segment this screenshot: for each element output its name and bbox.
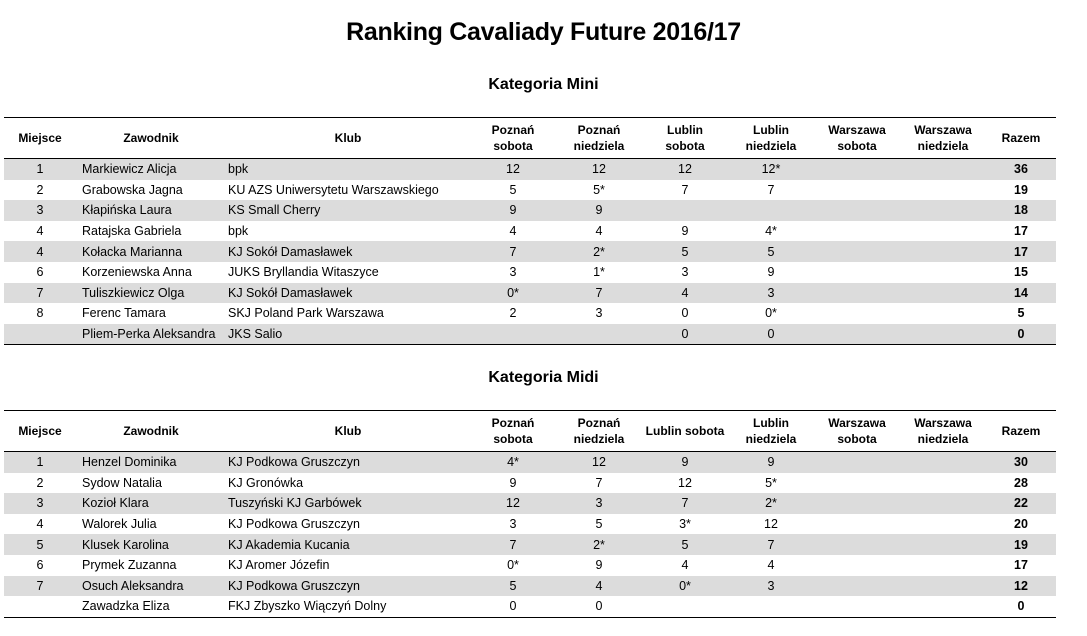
score-cell-poznan-niedziela: 4 xyxy=(556,576,642,597)
score-cell-warszawa-niedziela xyxy=(900,534,986,555)
header-line: Warszawa xyxy=(914,416,972,430)
score-cell-lublin-sobota: 7 xyxy=(642,493,728,514)
club-cell: KJ Akademia Kucania xyxy=(226,534,470,555)
club-cell: KS Small Cherry xyxy=(226,200,470,221)
col-header-poznan-niedziela xyxy=(556,411,642,452)
header-line: sobota xyxy=(837,432,877,446)
score-cell-poznan-sobota: 3 xyxy=(509,265,517,280)
score-cell-warszawa-sobota xyxy=(814,241,900,262)
score-cell-poznan-niedziela: 9 xyxy=(595,558,603,573)
table-row xyxy=(4,555,1056,576)
club-cell: SKJ Poland Park Warszawa xyxy=(228,306,384,321)
club-cell: KJ Sokół Damasławek xyxy=(226,283,470,304)
score-cell-warszawa-sobota xyxy=(814,262,900,283)
rider-name-cell: Korzeniewska Anna xyxy=(82,265,192,280)
col-header-place: Miejsce xyxy=(4,411,76,452)
table-row xyxy=(4,221,1056,242)
table-row xyxy=(4,596,1056,617)
place-cell: 8 xyxy=(36,306,44,321)
header-line: niedziela xyxy=(573,139,625,153)
club-cell: JKS Salio xyxy=(226,324,470,345)
place-cell: 7 xyxy=(4,283,76,304)
place-cell: 1 xyxy=(4,159,76,180)
col-header-warszawa-niedziela xyxy=(900,411,986,452)
header-line: Poznań xyxy=(577,123,621,137)
place-cell: 4 xyxy=(36,517,44,532)
header-line: sobota xyxy=(665,139,705,153)
rider-name-cell: Osuch Aleksandra xyxy=(76,576,226,597)
page-title: Ranking Cavaliady Future 2016/17 xyxy=(346,18,741,46)
rider-name-cell: Ratajska Gabriela xyxy=(82,224,182,239)
score-cell-poznan-sobota: 9 xyxy=(470,200,556,221)
total-cell: 20 xyxy=(1014,517,1028,532)
score-cell-warszawa-niedziela xyxy=(900,241,986,262)
score-cell-warszawa-sobota xyxy=(814,493,900,514)
score-cell-lublin-niedziela: 0* xyxy=(765,306,777,321)
score-cell-warszawa-niedziela xyxy=(900,200,986,221)
score-cell-warszawa-niedziela xyxy=(900,324,986,345)
score-cell-lublin-sobota: 4 xyxy=(642,283,728,304)
total-cell: 12 xyxy=(986,576,1056,597)
score-cell-lublin-niedziela: 9 xyxy=(767,265,775,280)
score-cell-warszawa-niedziela xyxy=(900,493,986,514)
header-line: niedziela xyxy=(573,432,625,446)
col-header-warszawa-sobota xyxy=(814,411,900,452)
club-cell: KJ Aromer Józefin xyxy=(228,558,330,573)
category-title-midi: Kategoria Midi xyxy=(488,369,599,386)
table-row xyxy=(4,534,1056,555)
score-cell-warszawa-niedziela xyxy=(900,596,986,617)
score-cell-poznan-sobota: 0* xyxy=(507,558,519,573)
place-cell: 2 xyxy=(36,182,44,197)
score-cell-lublin-niedziela: 2* xyxy=(728,493,814,514)
score-cell-lublin-niedziela: 12 xyxy=(764,517,778,532)
score-cell-lublin-sobota: 0 xyxy=(681,306,689,321)
score-cell-warszawa-niedziela xyxy=(900,303,986,324)
score-cell-lublin-niedziela: 0 xyxy=(728,324,814,345)
score-cell-lublin-sobota: 3* xyxy=(679,517,691,532)
rider-name-cell: Klusek Karolina xyxy=(76,534,226,555)
header-line: Poznań xyxy=(577,416,621,430)
ranking-table-mini xyxy=(4,117,1056,345)
club-cell: JUKS Bryllandia Witaszyce xyxy=(228,265,379,280)
table-header-row xyxy=(4,118,1056,159)
score-cell-warszawa-niedziela xyxy=(900,283,986,304)
score-cell-lublin-sobota: 5 xyxy=(642,534,728,555)
col-header-club: Klub xyxy=(226,118,470,159)
score-cell-warszawa-niedziela xyxy=(900,473,986,494)
header-line: Lublin xyxy=(753,416,789,430)
ranking-table-midi xyxy=(4,410,1056,618)
score-cell-lublin-sobota: 12 xyxy=(678,475,692,490)
col-header-place: Miejsce xyxy=(4,118,76,159)
score-cell-lublin-niedziela xyxy=(728,596,814,617)
score-cell-warszawa-sobota xyxy=(814,200,900,221)
header-line: niedziela xyxy=(745,139,797,153)
total-cell: 17 xyxy=(1014,558,1028,573)
score-cell-poznan-niedziela: 2* xyxy=(556,534,642,555)
rider-name-cell: Tuliszkiewicz Olga xyxy=(76,283,226,304)
score-cell-poznan-sobota: 4* xyxy=(470,452,556,473)
header-line: sobota xyxy=(837,139,877,153)
score-cell-lublin-sobota: 9 xyxy=(642,452,728,473)
club-cell: bpk xyxy=(226,159,470,180)
score-cell-warszawa-sobota xyxy=(814,303,900,324)
score-cell-warszawa-niedziela xyxy=(900,180,986,201)
total-cell: 5 xyxy=(1017,306,1025,321)
score-cell-poznan-niedziela: 5 xyxy=(595,517,603,532)
rider-name-cell: Kłapińska Laura xyxy=(76,200,226,221)
club-cell: bpk xyxy=(228,224,249,239)
score-cell-poznan-sobota: 12 xyxy=(470,493,556,514)
score-cell-poznan-niedziela: 3 xyxy=(595,306,603,321)
place-cell: 3 xyxy=(4,200,76,221)
score-cell-poznan-niedziela: 1* xyxy=(593,265,605,280)
score-cell-poznan-sobota: 3 xyxy=(509,517,517,532)
rider-name-cell: Kołacka Marianna xyxy=(76,241,226,262)
score-cell-poznan-niedziela: 2* xyxy=(556,241,642,262)
score-cell-warszawa-sobota xyxy=(814,452,900,473)
table-row xyxy=(4,241,1056,262)
score-cell-warszawa-niedziela xyxy=(900,452,986,473)
score-cell-lublin-sobota: 4 xyxy=(681,558,689,573)
score-cell-poznan-sobota: 2 xyxy=(509,306,517,321)
total-cell: 36 xyxy=(986,159,1056,180)
score-cell-lublin-sobota: 9 xyxy=(681,224,689,239)
score-cell-poznan-sobota: 4 xyxy=(509,224,517,239)
score-cell-warszawa-sobota xyxy=(814,555,900,576)
rider-name-cell: Sydow Natalia xyxy=(82,475,162,490)
score-cell-warszawa-niedziela xyxy=(900,262,986,283)
score-cell-warszawa-niedziela xyxy=(900,159,986,180)
col-header-poznan-niedziela xyxy=(556,118,642,159)
score-cell-warszawa-sobota xyxy=(814,221,900,242)
place-cell xyxy=(4,324,76,345)
club-cell: Tuszyński KJ Garbówek xyxy=(226,493,470,514)
rider-name-cell: Prymek Zuzanna xyxy=(82,558,177,573)
total-cell: 0 xyxy=(986,596,1056,617)
score-cell-lublin-sobota: 12 xyxy=(642,159,728,180)
col-header-poznan-sobota xyxy=(470,411,556,452)
table-row xyxy=(4,473,1056,494)
total-cell: 18 xyxy=(986,200,1056,221)
place-cell: 1 xyxy=(4,452,76,473)
total-cell: 17 xyxy=(986,241,1056,262)
score-cell-poznan-sobota: 0 xyxy=(470,596,556,617)
score-cell-poznan-sobota: 0* xyxy=(470,283,556,304)
place-cell: 2 xyxy=(36,475,44,490)
score-cell-lublin-niedziela: 4 xyxy=(767,558,775,573)
score-cell-warszawa-sobota xyxy=(814,324,900,345)
score-cell-warszawa-sobota xyxy=(814,534,900,555)
score-cell-warszawa-niedziela xyxy=(900,576,986,597)
score-cell-warszawa-sobota xyxy=(814,159,900,180)
score-cell-warszawa-niedziela xyxy=(900,555,986,576)
rider-name-cell: Ferenc Tamara xyxy=(82,306,166,321)
total-cell: 14 xyxy=(986,283,1056,304)
score-cell-warszawa-niedziela xyxy=(900,221,986,242)
table-row xyxy=(4,324,1056,345)
col-header-total: Razem xyxy=(986,118,1056,159)
col-header-warszawa-niedziela xyxy=(900,118,986,159)
header-line: Lublin xyxy=(667,123,703,137)
rider-name-cell: Walorek Julia xyxy=(82,517,157,532)
col-header-warszawa-sobota xyxy=(814,118,900,159)
table-row xyxy=(4,576,1056,597)
score-cell-poznan-niedziela: 7 xyxy=(556,283,642,304)
score-cell-warszawa-sobota xyxy=(814,473,900,494)
club-cell: KJ Gronówka xyxy=(228,475,304,490)
rider-name-cell: Markiewicz Alicja xyxy=(76,159,226,180)
club-cell: KJ Podkowa Gruszczyn xyxy=(226,452,470,473)
score-cell-poznan-niedziela: 12 xyxy=(556,159,642,180)
header-line: Lublin sobota xyxy=(645,424,725,438)
score-cell-poznan-niedziela: 7 xyxy=(595,475,603,490)
score-cell-poznan-sobota: 12 xyxy=(470,159,556,180)
place-cell: 4 xyxy=(36,224,44,239)
score-cell-poznan-sobota: 5 xyxy=(470,576,556,597)
score-cell-lublin-niedziela: 12* xyxy=(728,159,814,180)
score-cell-poznan-niedziela: 9 xyxy=(556,200,642,221)
total-cell: 19 xyxy=(986,534,1056,555)
rider-name-cell: Grabowska Jagna xyxy=(82,182,183,197)
header-line: Poznań xyxy=(491,123,535,137)
score-cell-lublin-niedziela: 7 xyxy=(767,182,775,197)
score-cell-lublin-sobota xyxy=(642,596,728,617)
header-line: niedziela xyxy=(745,432,797,446)
score-cell-poznan-niedziela: 3 xyxy=(556,493,642,514)
rider-name-cell: Kozioł Klara xyxy=(76,493,226,514)
score-cell-poznan-sobota: 9 xyxy=(509,475,517,490)
total-cell: 30 xyxy=(986,452,1056,473)
total-cell: 28 xyxy=(1014,475,1028,490)
score-cell-warszawa-sobota xyxy=(814,576,900,597)
table-row xyxy=(4,200,1056,221)
score-cell-poznan-sobota xyxy=(470,324,556,345)
header-line: niedziela xyxy=(917,139,969,153)
score-cell-lublin-niedziela: 5* xyxy=(765,475,777,490)
club-cell: KJ Sokół Damasławek xyxy=(226,241,470,262)
col-header-lublin-niedziela xyxy=(728,411,814,452)
col-header-club: Klub xyxy=(226,411,470,452)
total-cell: 22 xyxy=(986,493,1056,514)
header-line: Poznań xyxy=(491,416,535,430)
place-cell xyxy=(4,596,76,617)
header-line: Lublin xyxy=(753,123,789,137)
score-cell-poznan-niedziela: 5* xyxy=(593,182,605,197)
score-cell-lublin-sobota: 0 xyxy=(642,324,728,345)
club-cell: KJ Podkowa Gruszczyn xyxy=(228,517,360,532)
score-cell-lublin-sobota: 5 xyxy=(642,241,728,262)
score-cell-lublin-sobota: 3 xyxy=(681,265,689,280)
score-cell-lublin-niedziela: 7 xyxy=(728,534,814,555)
total-cell: 0 xyxy=(986,324,1056,345)
score-cell-lublin-niedziela: 3 xyxy=(728,283,814,304)
table-row xyxy=(4,262,1056,283)
header-line: Warszawa xyxy=(828,123,886,137)
score-cell-lublin-niedziela: 9 xyxy=(728,452,814,473)
score-cell-warszawa-sobota xyxy=(814,180,900,201)
header-line: sobota xyxy=(493,432,533,446)
table-row xyxy=(4,283,1056,304)
score-cell-poznan-sobota: 7 xyxy=(470,534,556,555)
rider-name-cell: Henzel Dominika xyxy=(76,452,226,473)
header-line: Warszawa xyxy=(828,416,886,430)
club-cell: KU AZS Uniwersytetu Warszawskiego xyxy=(228,182,439,197)
score-cell-poznan-sobota: 7 xyxy=(470,241,556,262)
score-cell-poznan-niedziela: 0 xyxy=(556,596,642,617)
place-cell: 5 xyxy=(4,534,76,555)
place-cell: 6 xyxy=(36,265,44,280)
col-header-rider: Zawodnik xyxy=(76,118,226,159)
table-row xyxy=(4,493,1056,514)
table-body xyxy=(4,452,1056,618)
total-cell: 17 xyxy=(1014,224,1028,239)
rider-name-cell: Zawadzka Eliza xyxy=(76,596,226,617)
score-cell-lublin-niedziela: 5 xyxy=(728,241,814,262)
total-cell: 15 xyxy=(1014,265,1028,280)
col-header-lublin-sobota xyxy=(642,118,728,159)
table-row xyxy=(4,303,1056,324)
col-header-total: Razem xyxy=(986,411,1056,452)
rider-name-cell: Pliem-Perka Aleksandra xyxy=(76,324,226,345)
score-cell-lublin-sobota: 7 xyxy=(681,182,689,197)
score-cell-poznan-niedziela xyxy=(556,324,642,345)
score-cell-lublin-niedziela: 3 xyxy=(728,576,814,597)
score-cell-warszawa-sobota xyxy=(814,514,900,535)
club-cell: KJ Podkowa Gruszczyn xyxy=(226,576,470,597)
club-cell: FKJ Zbyszko Wiączyń Dolny xyxy=(226,596,470,617)
place-cell: 4 xyxy=(4,241,76,262)
table-row xyxy=(4,180,1056,201)
table-row xyxy=(4,452,1056,473)
table-body xyxy=(4,159,1056,345)
score-cell-warszawa-sobota xyxy=(814,283,900,304)
table-row xyxy=(4,159,1056,180)
score-cell-poznan-niedziela: 4 xyxy=(595,224,603,239)
col-header-rider: Zawodnik xyxy=(76,411,226,452)
total-cell: 19 xyxy=(1014,182,1028,197)
score-cell-lublin-sobota xyxy=(642,200,728,221)
place-cell: 7 xyxy=(4,576,76,597)
score-cell-poznan-niedziela: 12 xyxy=(556,452,642,473)
header-line: sobota xyxy=(493,139,533,153)
col-header-lublin-niedziela xyxy=(728,118,814,159)
table-row xyxy=(4,514,1056,535)
score-cell-lublin-sobota: 0* xyxy=(642,576,728,597)
score-cell-poznan-sobota: 5 xyxy=(509,182,517,197)
score-cell-lublin-niedziela: 4* xyxy=(765,224,777,239)
header-line: Warszawa xyxy=(914,123,972,137)
table-header-row xyxy=(4,411,1056,452)
score-cell-warszawa-sobota xyxy=(814,596,900,617)
category-title-mini: Kategoria Mini xyxy=(488,76,599,93)
col-header-poznan-sobota xyxy=(470,118,556,159)
place-cell: 6 xyxy=(36,558,44,573)
score-cell-lublin-niedziela xyxy=(728,200,814,221)
place-cell: 3 xyxy=(4,493,76,514)
header-line: niedziela xyxy=(917,432,969,446)
col-header-lublin-sobota xyxy=(642,411,728,452)
score-cell-warszawa-niedziela xyxy=(900,514,986,535)
